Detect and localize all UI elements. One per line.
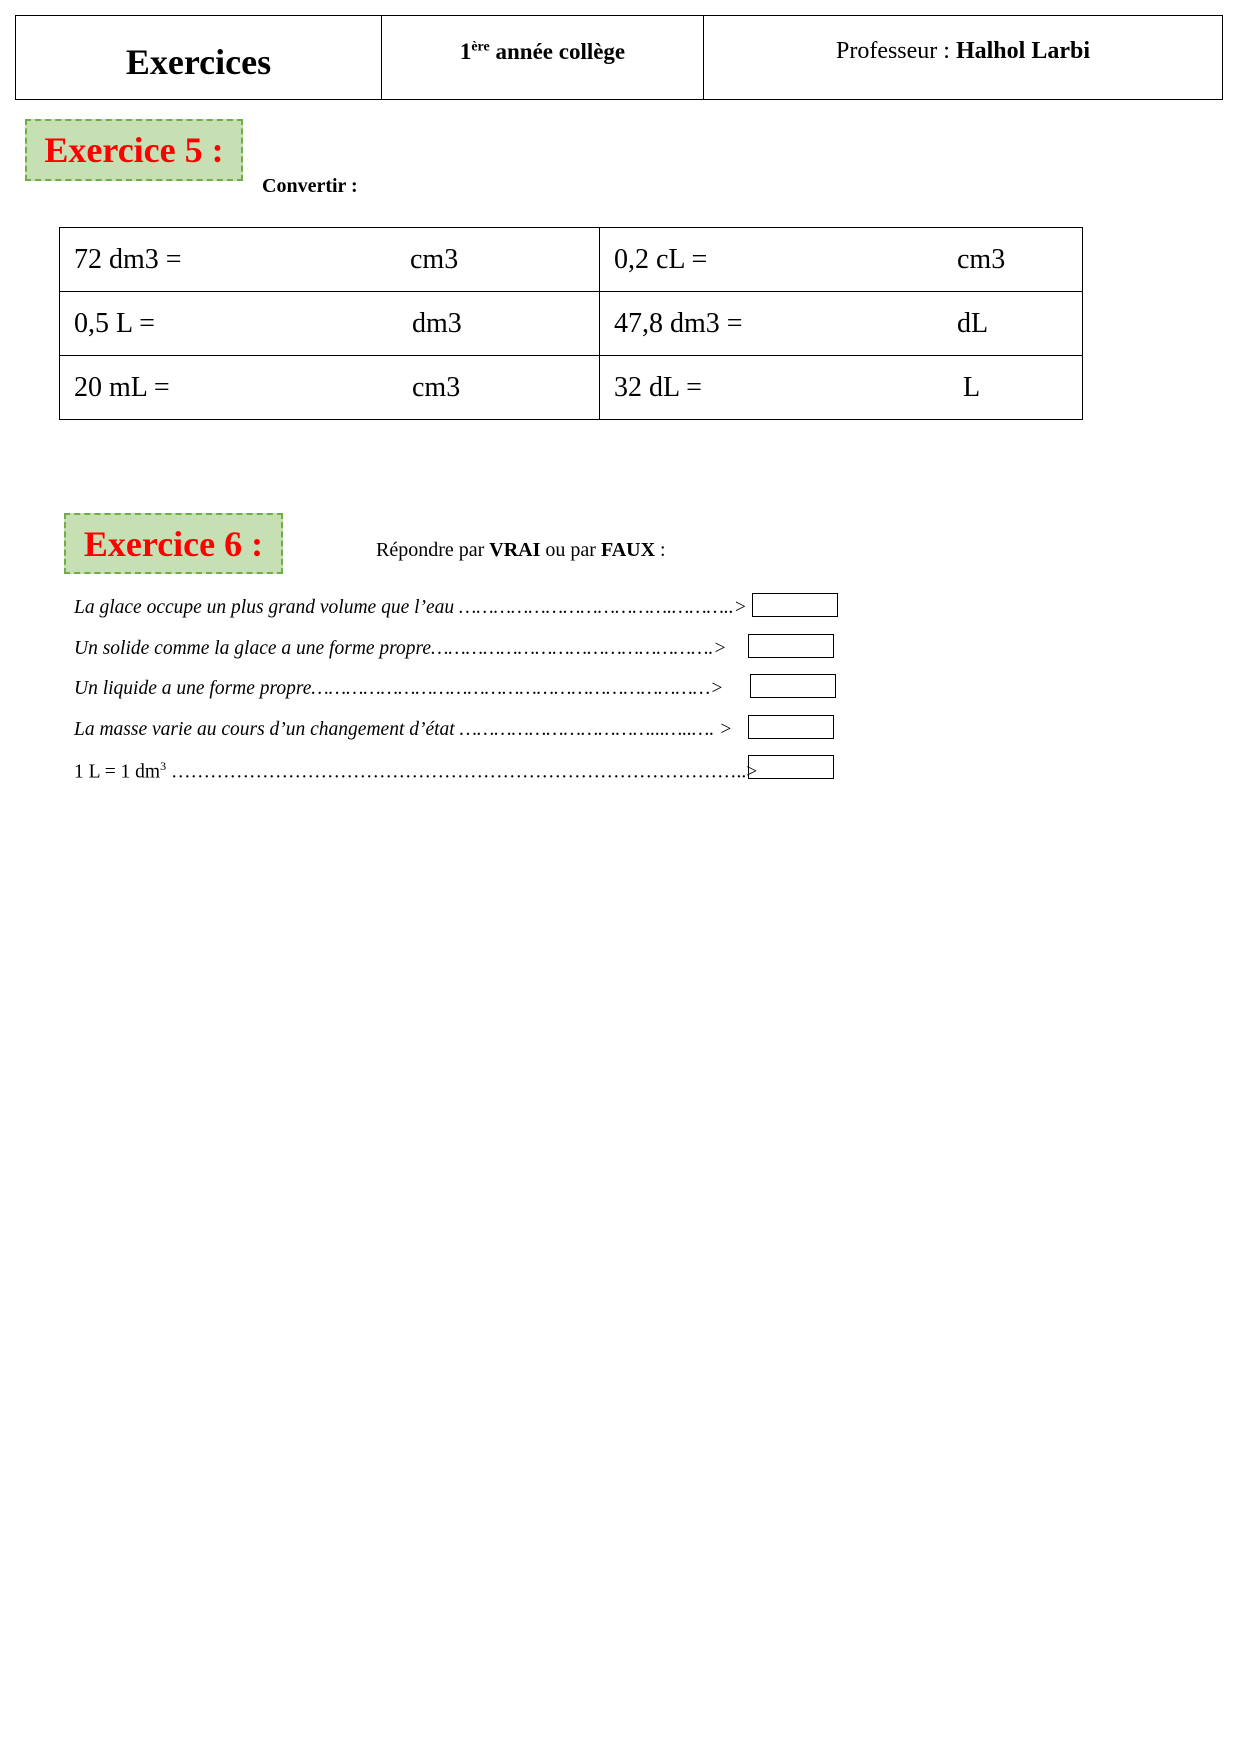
true-false-list xyxy=(74,593,874,796)
list-item xyxy=(74,674,874,715)
statement-text: Un solide comme la glace a une forme propre………………………………………….> xyxy=(74,637,727,659)
answer-box[interactable] xyxy=(748,715,834,739)
answer-box[interactable] xyxy=(748,755,834,779)
table-row xyxy=(60,228,1083,292)
list-item xyxy=(74,715,874,756)
exercise-6-badge: Exercice 6 : xyxy=(64,513,283,574)
answer-box[interactable] xyxy=(748,634,834,658)
answer-box[interactable] xyxy=(752,593,838,617)
teacher-name: Professeur : Halhol Larbi xyxy=(835,38,1090,64)
conversion-cell[interactable]: 47,8 dm3 = dL xyxy=(600,292,1083,356)
list-item xyxy=(74,593,874,634)
statement-text: La glace occupe un plus grand volume que l’eau ……………………………….………..> xyxy=(74,597,747,618)
exercise-6-instruction: Répondre par VRAI ou par FAUX : xyxy=(376,539,666,561)
page-title: Exercices xyxy=(125,41,272,82)
conversion-cell[interactable]: 0,2 cL = cm3 xyxy=(600,228,1083,292)
conversion-cell[interactable]: 32 dL = L xyxy=(600,356,1083,420)
exercise-5-badge: Exercice 5 : xyxy=(25,119,243,181)
statement-text: 1 L = 1 $dm^3$ ……………………………………………………………………………..> xyxy=(74,759,758,783)
list-item xyxy=(74,755,874,796)
exercise-5-instruction: Convertir : xyxy=(262,175,358,197)
table-row xyxy=(60,356,1083,420)
statement-text: Un liquide a une forme propre……………………………………………………………> xyxy=(74,678,724,699)
list-item xyxy=(74,634,874,675)
header-table xyxy=(15,15,1223,100)
header-level-cell xyxy=(382,16,704,99)
header-teacher-cell xyxy=(704,16,1222,99)
table-row xyxy=(60,292,1083,356)
statement-text: La masse varie au cours d’un changement d’état ……………………………...…..…. > xyxy=(74,718,733,740)
conversion-cell[interactable]: 20 mL = cm3 xyxy=(60,356,600,420)
conversion-cell[interactable]: 0,5 L = dm3 xyxy=(60,292,600,356)
answer-box[interactable] xyxy=(750,674,836,698)
conversion-table xyxy=(59,227,1083,420)
class-level: 1ère année collège xyxy=(459,38,626,64)
header-title-cell xyxy=(16,16,382,99)
conversion-cell[interactable]: 72 dm3 = cm3 xyxy=(60,228,600,292)
